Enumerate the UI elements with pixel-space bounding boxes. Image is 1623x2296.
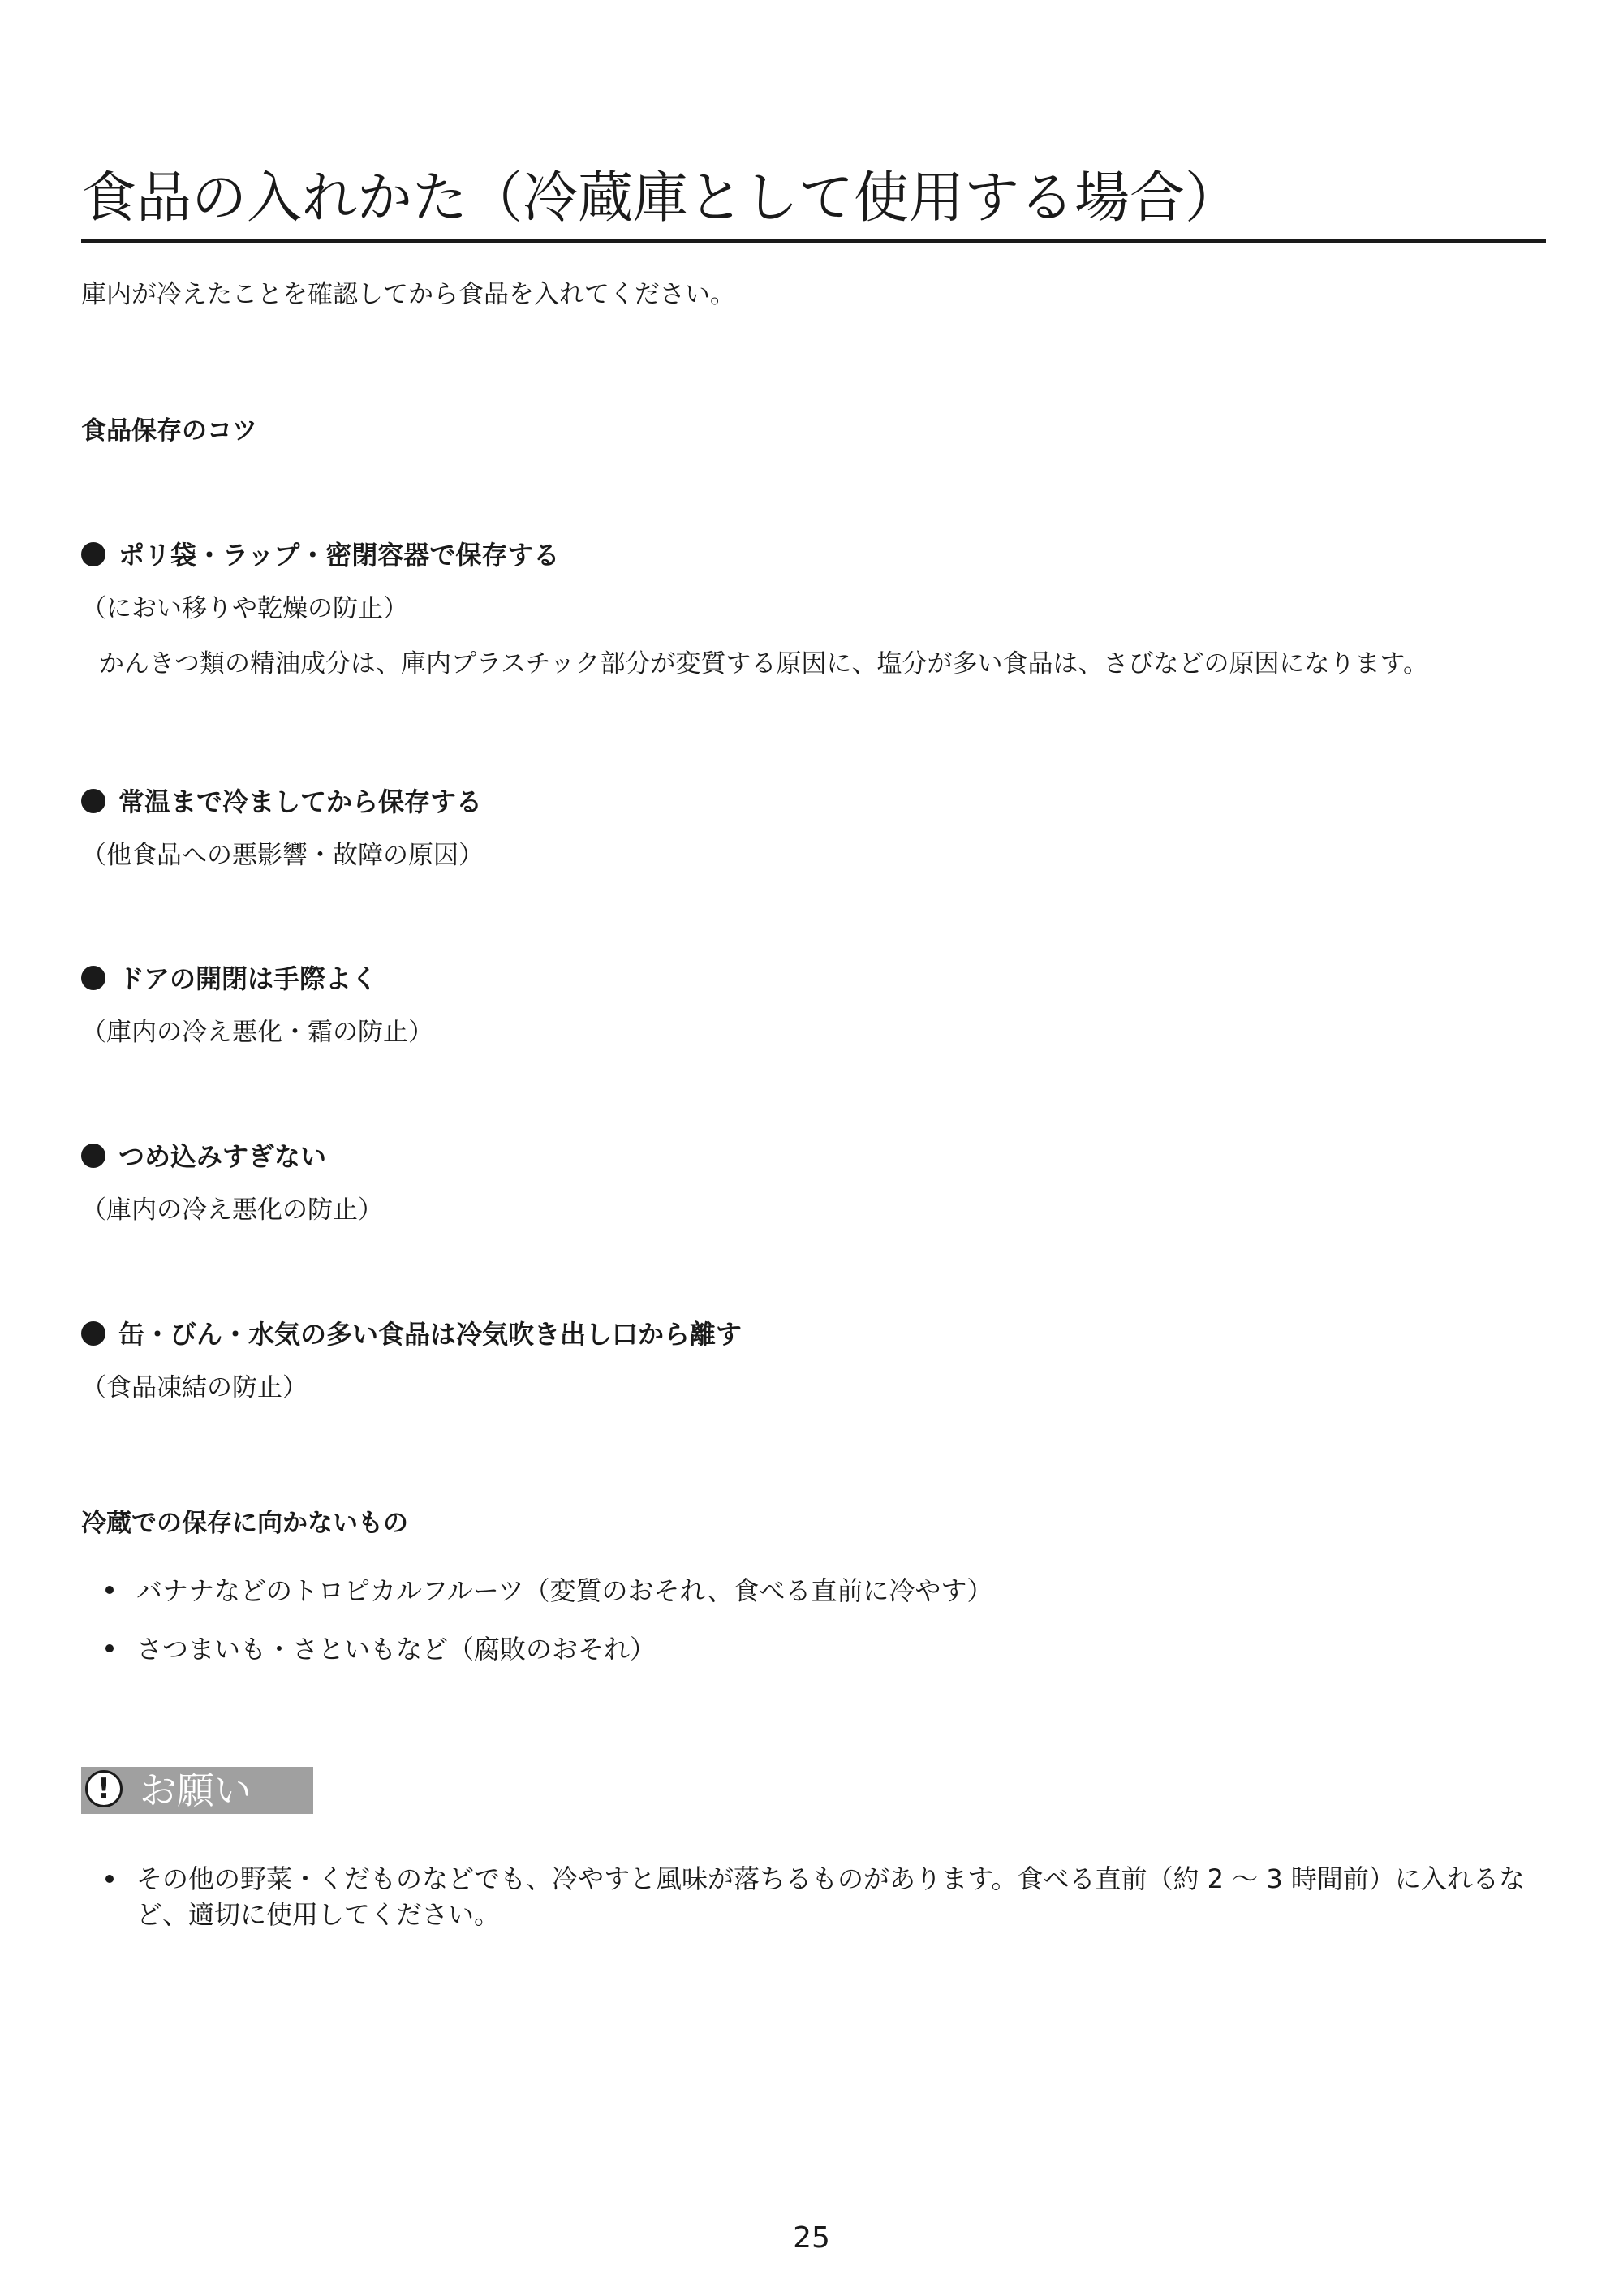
list-dot-icon [105, 1875, 114, 1883]
tip-reason-bags: （におい移りや乾燥の防止） [81, 594, 408, 623]
tip-note-bags: かんきつ類の精油成分は、庫内プラスチック部分が変質する原因に、塩分が多い食品は、さびなどの原因になります。 [99, 649, 1429, 678]
bullet-icon [81, 1144, 105, 1168]
list-item [105, 1573, 992, 1609]
caution-label-text: お願い [140, 1768, 252, 1812]
tip-heading-text: 常温まで冷ましてから保存する [118, 786, 483, 817]
exclamation-icon: ! [85, 1770, 123, 1807]
list-item-text: さつまいも・さといもなど（腐敗のおそれ） [136, 1634, 657, 1665]
bullet-icon [81, 966, 105, 990]
tip-heading-door [81, 961, 377, 997]
tip-heading-bags [81, 537, 559, 573]
caution-item-text: その他の野菜・くだものなどでも、冷やすと風味が落ちるものがあります。食べる直前（約 2 ～ 3 時間前）に入れるなど、適切に使用してください。 [136, 1863, 1525, 1930]
page-title: 食品の入れかた（冷蔵庫として使用する場合） [81, 162, 1546, 243]
tip-heading-text: ポリ袋・ラップ・密閉容器で保存する [118, 540, 560, 571]
tip-heading-overfill [81, 1139, 326, 1174]
list-item [105, 1631, 656, 1667]
unsuitable-heading: 冷蔵での保存に向かないもの [81, 1509, 408, 1538]
tip-reason-vent: （食品凍結の防止） [81, 1373, 308, 1402]
list-dot-icon [105, 1586, 114, 1594]
caution-item [105, 1861, 1534, 1932]
caution-label [81, 1767, 313, 1814]
bullet-icon [81, 789, 105, 813]
intro-text: 庫内が冷えたことを確認してから食品を入れてください。 [81, 280, 735, 309]
tip-heading-text: 缶・びん・水気の多い食品は冷気吹き出し口から離す [118, 1319, 743, 1350]
list-item-text: バナナなどのトロピカルフルーツ（変質のおそれ、食べる直前に冷やす） [136, 1575, 993, 1606]
tip-reason-overfill: （庫内の冷え悪化の防止） [81, 1195, 383, 1225]
bullet-icon [81, 542, 105, 566]
page-number: 25 [793, 2221, 830, 2255]
list-dot-icon [105, 1644, 114, 1652]
tip-heading-text: ドアの開閉は手際よく [118, 963, 378, 994]
tips-heading: 食品保存のコツ [81, 416, 257, 446]
tip-reason-cool: （他食品への悪影響・故障の原因） [81, 841, 484, 870]
tip-heading-vent [81, 1316, 742, 1352]
bullet-icon [81, 1321, 105, 1346]
tip-reason-door: （庫内の冷え悪化・霜の防止） [81, 1018, 433, 1047]
tip-heading-text: つめ込みすぎない [118, 1141, 327, 1172]
tip-heading-cool [81, 784, 482, 820]
